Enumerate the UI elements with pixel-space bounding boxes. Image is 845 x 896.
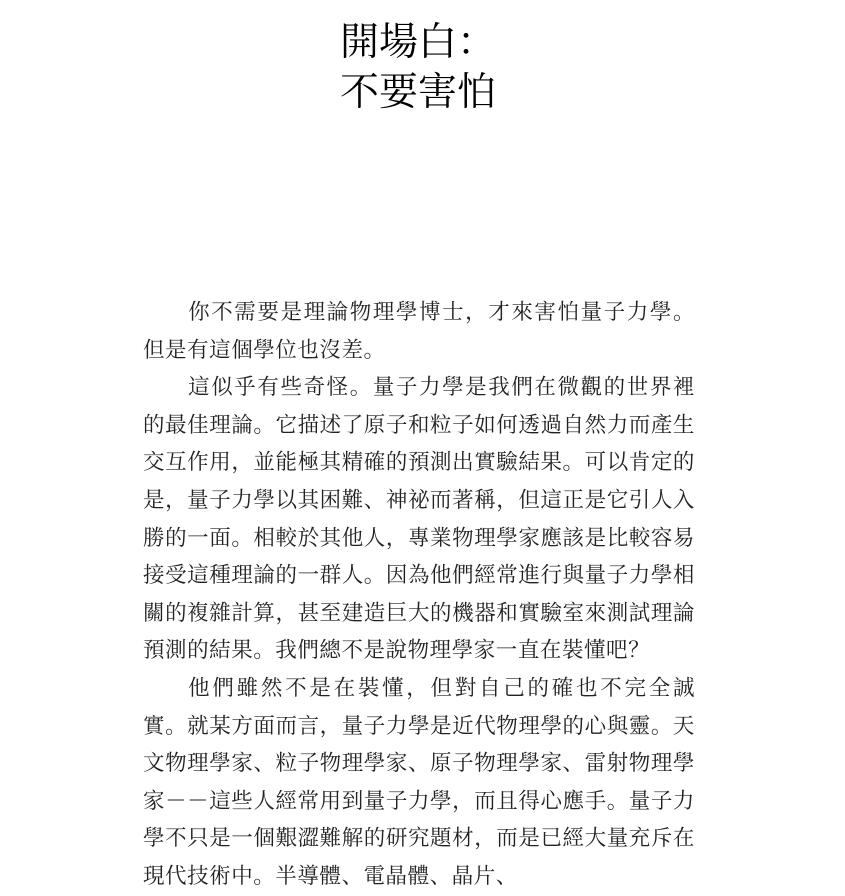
paragraph-2: 這似乎有些奇怪。量子力學是我們在微觀的世界裡的最佳理論。它描述了原子和粒子如何透過自然力而產生交互作用，並能極其精確的預測出實驗結果。可以肯定的是，量子力學以其困難、神祕而著稱，但這正是它引人入勝的一面。相較於其他人，專業物理學家應該是比較容易接受這種理論的一群人。因為他們經常進行與量子力學相關的複雜計算，甚至建造巨大的機器和實驗室來測試理論預測的結果。我們總不是說物理學家一直在裝懂吧？ xyxy=(143,375,695,664)
paragraph-3: 他們雖然不是在裝懂，但對自己的確也不完全誠實。就某方面而言，量子力學是近代物理學的心與靈。天文物理學家、粒子物理學家、原子物理學家、雷射物理學家－－這些人經常用到量子力學，而且得心應手。量子力學不只是一個艱澀難解的研究題材，而是已經大量充斥在現代技術中。半導體、電晶體、晶片、 xyxy=(143,675,695,889)
paragraph-1: 你不需要是理論物理學博士，才來害怕量子力學。但是有這個學位也沒差。 xyxy=(143,300,695,363)
chapter-title-line-2: 不要害怕 xyxy=(339,70,496,115)
chapter-title xyxy=(0,18,836,118)
chapter-title-line-1: 開場白： xyxy=(339,20,496,65)
chapter-body xyxy=(143,294,695,896)
